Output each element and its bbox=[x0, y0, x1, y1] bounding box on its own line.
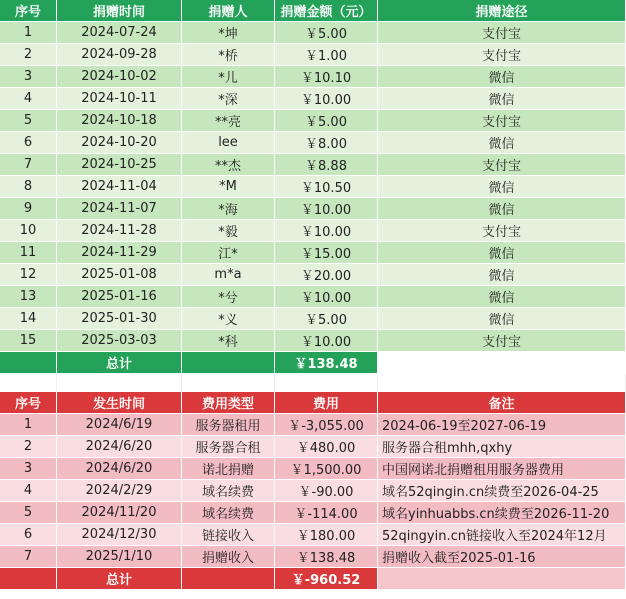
cell-index[interactable]: 6 bbox=[0, 132, 57, 154]
cell-index[interactable]: 13 bbox=[0, 286, 57, 308]
table-row bbox=[0, 264, 626, 286]
cell-index[interactable]: 1 bbox=[0, 414, 57, 436]
cell-amount[interactable]: ￥10.10 bbox=[275, 66, 378, 88]
cell-date[interactable]: 2024-11-28 bbox=[57, 220, 182, 242]
table-row bbox=[0, 198, 626, 220]
cell-date[interactable]: 2024-11-29 bbox=[57, 242, 182, 264]
blank-row bbox=[0, 374, 626, 392]
cell-index[interactable]: 4 bbox=[0, 480, 57, 502]
total-spacer-cell[interactable] bbox=[0, 568, 57, 590]
header-cell-channel[interactable]: 捐赠途径 bbox=[378, 0, 626, 22]
cell-index[interactable]: 7 bbox=[0, 546, 57, 568]
cell-donor[interactable]: *坤 bbox=[182, 22, 275, 44]
table-row bbox=[0, 110, 626, 132]
cell-index[interactable]: 11 bbox=[0, 242, 57, 264]
total-spacer-cell[interactable] bbox=[0, 352, 57, 374]
cell-type[interactable]: 域名续费 bbox=[182, 480, 275, 502]
cell-index[interactable]: 5 bbox=[0, 110, 57, 132]
cell-index[interactable]: 12 bbox=[0, 264, 57, 286]
expenses-table bbox=[0, 392, 626, 590]
cell-channel[interactable]: 支付宝 bbox=[378, 154, 626, 176]
header-cell-date[interactable]: 捐赠时间 bbox=[57, 0, 182, 22]
cell-date[interactable]: 2024-10-25 bbox=[57, 154, 182, 176]
donations-header-row bbox=[0, 0, 626, 22]
cell-channel[interactable]: 支付宝 bbox=[378, 44, 626, 66]
cell-index[interactable]: 2 bbox=[0, 44, 57, 66]
cell-donor[interactable]: **亮 bbox=[182, 110, 275, 132]
cell-index[interactable]: 10 bbox=[0, 220, 57, 242]
cell-cost[interactable]: ￥-90.00 bbox=[275, 480, 378, 502]
cell-index[interactable]: 2 bbox=[0, 436, 57, 458]
cell-amount[interactable]: ￥8.00 bbox=[275, 132, 378, 154]
cell-index[interactable]: 14 bbox=[0, 308, 57, 330]
empty-cell[interactable] bbox=[57, 374, 182, 392]
cell-channel[interactable]: 微信 bbox=[378, 308, 626, 330]
expenses-header-row bbox=[0, 392, 626, 414]
cell-index[interactable]: 3 bbox=[0, 66, 57, 88]
cell-cost[interactable]: ￥138.48 bbox=[275, 546, 378, 568]
cell-note[interactable]: 52qingyin.cn链接收入至2024年12月 bbox=[378, 524, 626, 546]
cell-date[interactable]: 2024-10-02 bbox=[57, 66, 182, 88]
cell-type[interactable]: 诺北捐赠 bbox=[182, 458, 275, 480]
cell-index[interactable]: 15 bbox=[0, 330, 57, 352]
total-value-cell[interactable]: ￥-960.52 bbox=[275, 568, 378, 590]
cell-amount[interactable]: ￥10.00 bbox=[275, 330, 378, 352]
cell-donor[interactable]: *海 bbox=[182, 198, 275, 220]
cell-index[interactable]: 8 bbox=[0, 176, 57, 198]
table-row bbox=[0, 22, 626, 44]
cell-index[interactable]: 9 bbox=[0, 198, 57, 220]
cell-index[interactable]: 6 bbox=[0, 524, 57, 546]
header-cell-donor[interactable]: 捐赠人 bbox=[182, 0, 275, 22]
cell-note[interactable]: 2024-06-19至2027-06-19 bbox=[378, 414, 626, 436]
table-row bbox=[0, 546, 626, 568]
cell-amount[interactable]: ￥8.88 bbox=[275, 154, 378, 176]
empty-cell[interactable] bbox=[275, 374, 378, 392]
cell-date[interactable]: 2024-10-18 bbox=[57, 110, 182, 132]
empty-cell[interactable] bbox=[378, 374, 626, 392]
cell-channel[interactable]: 微信 bbox=[378, 88, 626, 110]
cell-note[interactable]: 捐赠收入截至2025-01-16 bbox=[378, 546, 626, 568]
header-cell-cost[interactable]: 费用 bbox=[275, 392, 378, 414]
cell-cost[interactable]: ￥-114.00 bbox=[275, 502, 378, 524]
table-row bbox=[0, 502, 626, 524]
cell-channel[interactable]: 微信 bbox=[378, 66, 626, 88]
table-row bbox=[0, 220, 626, 242]
header-cell-index[interactable]: 序号 bbox=[0, 0, 57, 22]
total-empty-cell[interactable] bbox=[378, 352, 626, 374]
table-row bbox=[0, 436, 626, 458]
cell-date[interactable]: 2025-01-16 bbox=[57, 286, 182, 308]
cell-amount[interactable]: ￥10.00 bbox=[275, 220, 378, 242]
table-row bbox=[0, 66, 626, 88]
total-spacer-cell[interactable] bbox=[182, 352, 275, 374]
table-row bbox=[0, 330, 626, 352]
cell-channel[interactable]: 支付宝 bbox=[378, 220, 626, 242]
header-cell-time[interactable]: 发生时间 bbox=[57, 392, 182, 414]
cell-channel[interactable]: 支付宝 bbox=[378, 110, 626, 132]
cell-type[interactable]: 捐赠收入 bbox=[182, 546, 275, 568]
header-cell-amount[interactable]: 捐赠金额（元） bbox=[275, 0, 378, 22]
cell-cost[interactable]: ￥480.00 bbox=[275, 436, 378, 458]
cell-type[interactable]: 链接收入 bbox=[182, 524, 275, 546]
table-row bbox=[0, 154, 626, 176]
cell-date[interactable]: 2024-10-20 bbox=[57, 132, 182, 154]
expenses-total-row bbox=[0, 568, 626, 590]
cell-channel[interactable]: 微信 bbox=[378, 132, 626, 154]
total-label-cell[interactable]: 总计 bbox=[57, 352, 182, 374]
donations-total-row bbox=[0, 352, 626, 374]
cell-donor[interactable]: 江* bbox=[182, 242, 275, 264]
cell-date[interactable]: 2024-07-24 bbox=[57, 22, 182, 44]
total-label-cell[interactable]: 总计 bbox=[57, 568, 182, 590]
cell-channel[interactable]: 微信 bbox=[378, 242, 626, 264]
cell-time[interactable]: 2024/6/20 bbox=[57, 458, 182, 480]
table-row bbox=[0, 308, 626, 330]
cell-donor[interactable]: **杰 bbox=[182, 154, 275, 176]
cell-index[interactable]: 3 bbox=[0, 458, 57, 480]
cell-channel[interactable]: 支付宝 bbox=[378, 330, 626, 352]
cell-time[interactable]: 2024/6/19 bbox=[57, 414, 182, 436]
cell-channel[interactable]: 微信 bbox=[378, 198, 626, 220]
cell-note[interactable]: 域名yinhuabbs.cn续费至2026-11-20 bbox=[378, 502, 626, 524]
cell-index[interactable]: 7 bbox=[0, 154, 57, 176]
empty-cell[interactable] bbox=[0, 374, 57, 392]
header-cell-note[interactable]: 备注 bbox=[378, 392, 626, 414]
cell-cost[interactable]: ￥1,500.00 bbox=[275, 458, 378, 480]
total-empty-cell[interactable] bbox=[378, 568, 626, 590]
cell-amount[interactable]: ￥5.00 bbox=[275, 110, 378, 132]
cell-index[interactable]: 5 bbox=[0, 502, 57, 524]
header-cell-type[interactable]: 费用类型 bbox=[182, 392, 275, 414]
total-spacer-cell[interactable] bbox=[182, 568, 275, 590]
cell-date[interactable]: 2024-09-28 bbox=[57, 44, 182, 66]
cell-time[interactable]: 2025/1/10 bbox=[57, 546, 182, 568]
cell-channel[interactable]: 微信 bbox=[378, 286, 626, 308]
cell-date[interactable]: 2024-11-07 bbox=[57, 198, 182, 220]
cell-amount[interactable]: ￥10.00 bbox=[275, 286, 378, 308]
table-row bbox=[0, 480, 626, 502]
cell-type[interactable]: 服务器租用 bbox=[182, 414, 275, 436]
cell-type[interactable]: 域名续费 bbox=[182, 502, 275, 524]
table-row bbox=[0, 176, 626, 198]
cell-donor[interactable]: *桥 bbox=[182, 44, 275, 66]
cell-amount[interactable]: ￥10.50 bbox=[275, 176, 378, 198]
table-row bbox=[0, 286, 626, 308]
table-row bbox=[0, 44, 626, 66]
cell-amount[interactable]: ￥10.00 bbox=[275, 198, 378, 220]
cell-date[interactable]: 2025-01-08 bbox=[57, 264, 182, 286]
table-row bbox=[0, 414, 626, 436]
table-row bbox=[0, 88, 626, 110]
cell-note[interactable]: 服务器合租mhh,qxhy bbox=[378, 436, 626, 458]
table-row bbox=[0, 132, 626, 154]
cell-date[interactable]: 2025-03-03 bbox=[57, 330, 182, 352]
cell-amount[interactable]: ￥15.00 bbox=[275, 242, 378, 264]
cell-date[interactable]: 2024-11-04 bbox=[57, 176, 182, 198]
cell-type[interactable]: 服务器合租 bbox=[182, 436, 275, 458]
cell-index[interactable]: 4 bbox=[0, 88, 57, 110]
cell-time[interactable]: 2024/12/30 bbox=[57, 524, 182, 546]
cell-donor[interactable]: *义 bbox=[182, 308, 275, 330]
cell-donor[interactable]: *毅 bbox=[182, 220, 275, 242]
cell-donor[interactable]: m*a bbox=[182, 264, 275, 286]
empty-cell[interactable] bbox=[182, 374, 275, 392]
cell-note[interactable]: 中国网诺北捐赠租用服务器费用 bbox=[378, 458, 626, 480]
total-value-cell[interactable]: ￥138.48 bbox=[275, 352, 378, 374]
cell-index[interactable]: 1 bbox=[0, 22, 57, 44]
cell-donor[interactable]: *M bbox=[182, 176, 275, 198]
header-cell-index[interactable]: 序号 bbox=[0, 392, 57, 414]
cell-date[interactable]: 2025-01-30 bbox=[57, 308, 182, 330]
cell-cost[interactable]: ￥-3,055.00 bbox=[275, 414, 378, 436]
cell-channel[interactable]: 微信 bbox=[378, 176, 626, 198]
cell-donor[interactable]: lee bbox=[182, 132, 275, 154]
table-row bbox=[0, 458, 626, 480]
cell-amount[interactable]: ￥1.00 bbox=[275, 44, 378, 66]
table-row bbox=[0, 524, 626, 546]
cell-amount[interactable]: ￥20.00 bbox=[275, 264, 378, 286]
cell-time[interactable]: 2024/11/20 bbox=[57, 502, 182, 524]
cell-donor[interactable]: *科 bbox=[182, 330, 275, 352]
cell-channel[interactable]: 微信 bbox=[378, 264, 626, 286]
cell-time[interactable]: 2024/6/20 bbox=[57, 436, 182, 458]
table-row bbox=[0, 242, 626, 264]
cell-donor[interactable]: *兮 bbox=[182, 286, 275, 308]
cell-amount[interactable]: ￥5.00 bbox=[275, 22, 378, 44]
cell-channel[interactable]: 支付宝 bbox=[378, 22, 626, 44]
cell-amount[interactable]: ￥5.00 bbox=[275, 308, 378, 330]
cell-amount[interactable]: ￥10.00 bbox=[275, 88, 378, 110]
cell-donor[interactable]: *儿 bbox=[182, 66, 275, 88]
cell-date[interactable]: 2024-10-11 bbox=[57, 88, 182, 110]
cell-cost[interactable]: ￥180.00 bbox=[275, 524, 378, 546]
cell-donor[interactable]: *深 bbox=[182, 88, 275, 110]
cell-note[interactable]: 域名52qingin.cn续费至2026-04-25 bbox=[378, 480, 626, 502]
cell-time[interactable]: 2024/2/29 bbox=[57, 480, 182, 502]
